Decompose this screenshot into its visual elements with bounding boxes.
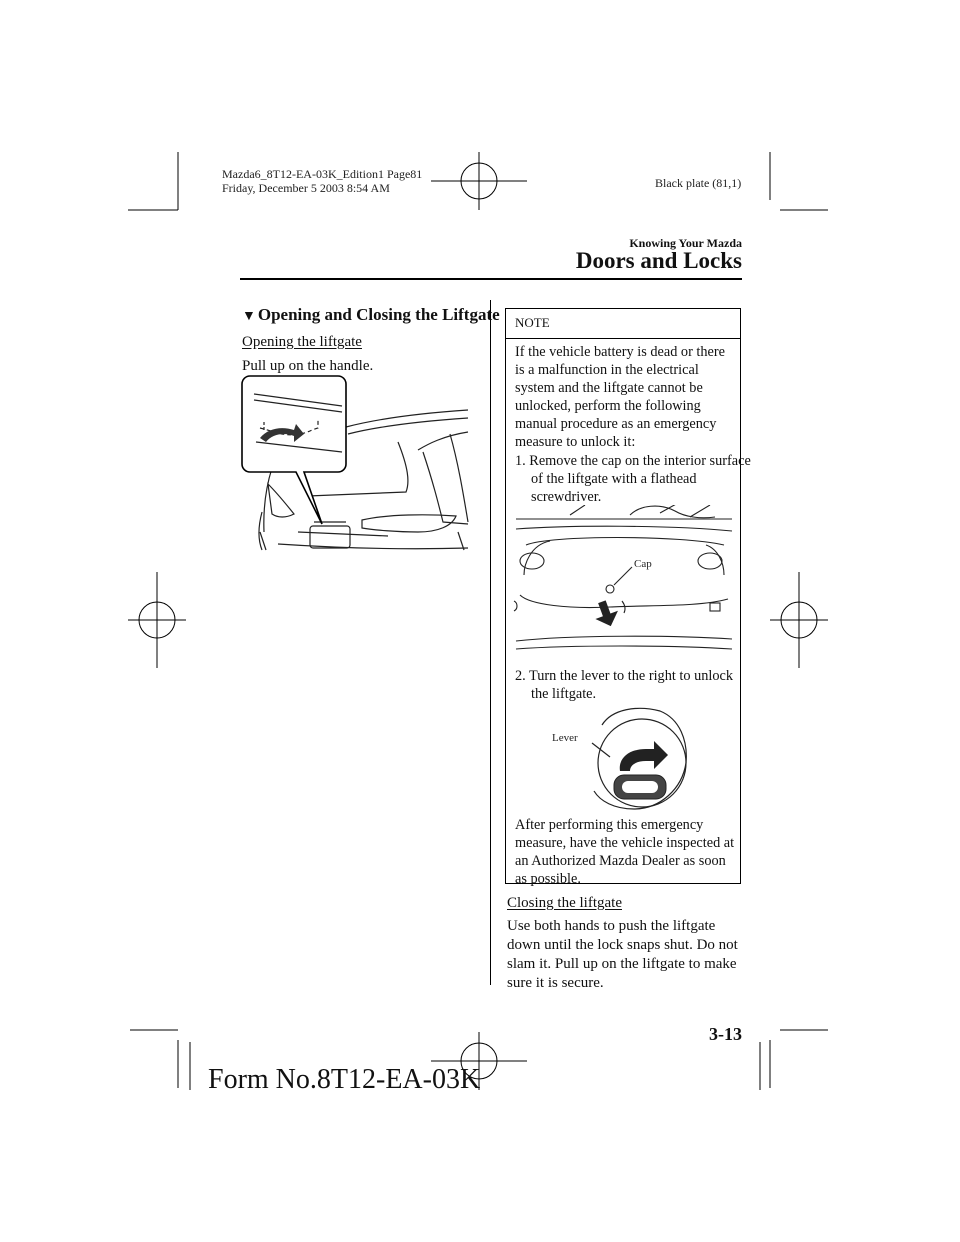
print-info-line2: Friday, December 5 2003 8:54 AM — [222, 181, 390, 195]
note-box — [505, 308, 751, 887]
form-number: Form No.8T12-EA-03K — [208, 1064, 481, 1095]
opening-subheading: Opening the liftgate — [242, 334, 362, 350]
section-name: Knowing Your Mazda — [629, 236, 742, 250]
registration-mark-left — [128, 572, 186, 668]
note-step-1: 1. Remove the cap on the interior surface of the liftgate with a flathead screwdriver. — [515, 453, 751, 505]
note-intro: If the vehicle battery is dead or there is a malfunction in the electrical system and the liftgate cannot be unlocked, perform the following manual procedure as an emergency measure to unlock it: — [515, 344, 725, 450]
registration-mark-right — [770, 572, 828, 668]
liftgate-handle-illustration — [238, 372, 470, 552]
triangle-marker-icon: ▼ — [242, 309, 256, 324]
cap-label: Cap — [634, 558, 652, 570]
page-title: Doors and Locks — [575, 248, 742, 273]
opening-text: Pull up on the handle. — [242, 358, 374, 374]
plate-info: Black plate (81,1) — [655, 176, 742, 190]
note-step-2: 2. Turn the lever to the right to unlock the liftgate. — [515, 668, 734, 702]
registration-mark-top — [431, 152, 527, 210]
note-after: After performing this emergency measure, have the vehicle inspected at an Authorized Mazda Dealer as soon as possible. — [515, 817, 735, 887]
column-divider — [490, 300, 491, 985]
closing-text: Use both hands to push the liftgate down until the lock snaps shut. Do not slam it. Pull up on the liftgate to make sure it is secure. — [507, 918, 738, 991]
note-header — [506, 309, 740, 339]
page-number: 3-13 — [709, 1024, 742, 1044]
section-heading-text: Opening and Closing the Liftgate — [257, 305, 500, 324]
note-label: NOTE — [515, 315, 550, 330]
print-info-line1: Mazda6_8T12-EA-03K_Edition1 Page81 — [222, 167, 423, 181]
lever-illustration — [542, 705, 692, 815]
print-info — [222, 167, 422, 195]
lever-label: Lever — [552, 732, 578, 744]
closing-subheading: Closing the liftgate — [507, 895, 622, 911]
header-rule — [240, 278, 742, 280]
cap-location-illustration — [510, 505, 738, 655]
section-heading — [242, 305, 500, 325]
